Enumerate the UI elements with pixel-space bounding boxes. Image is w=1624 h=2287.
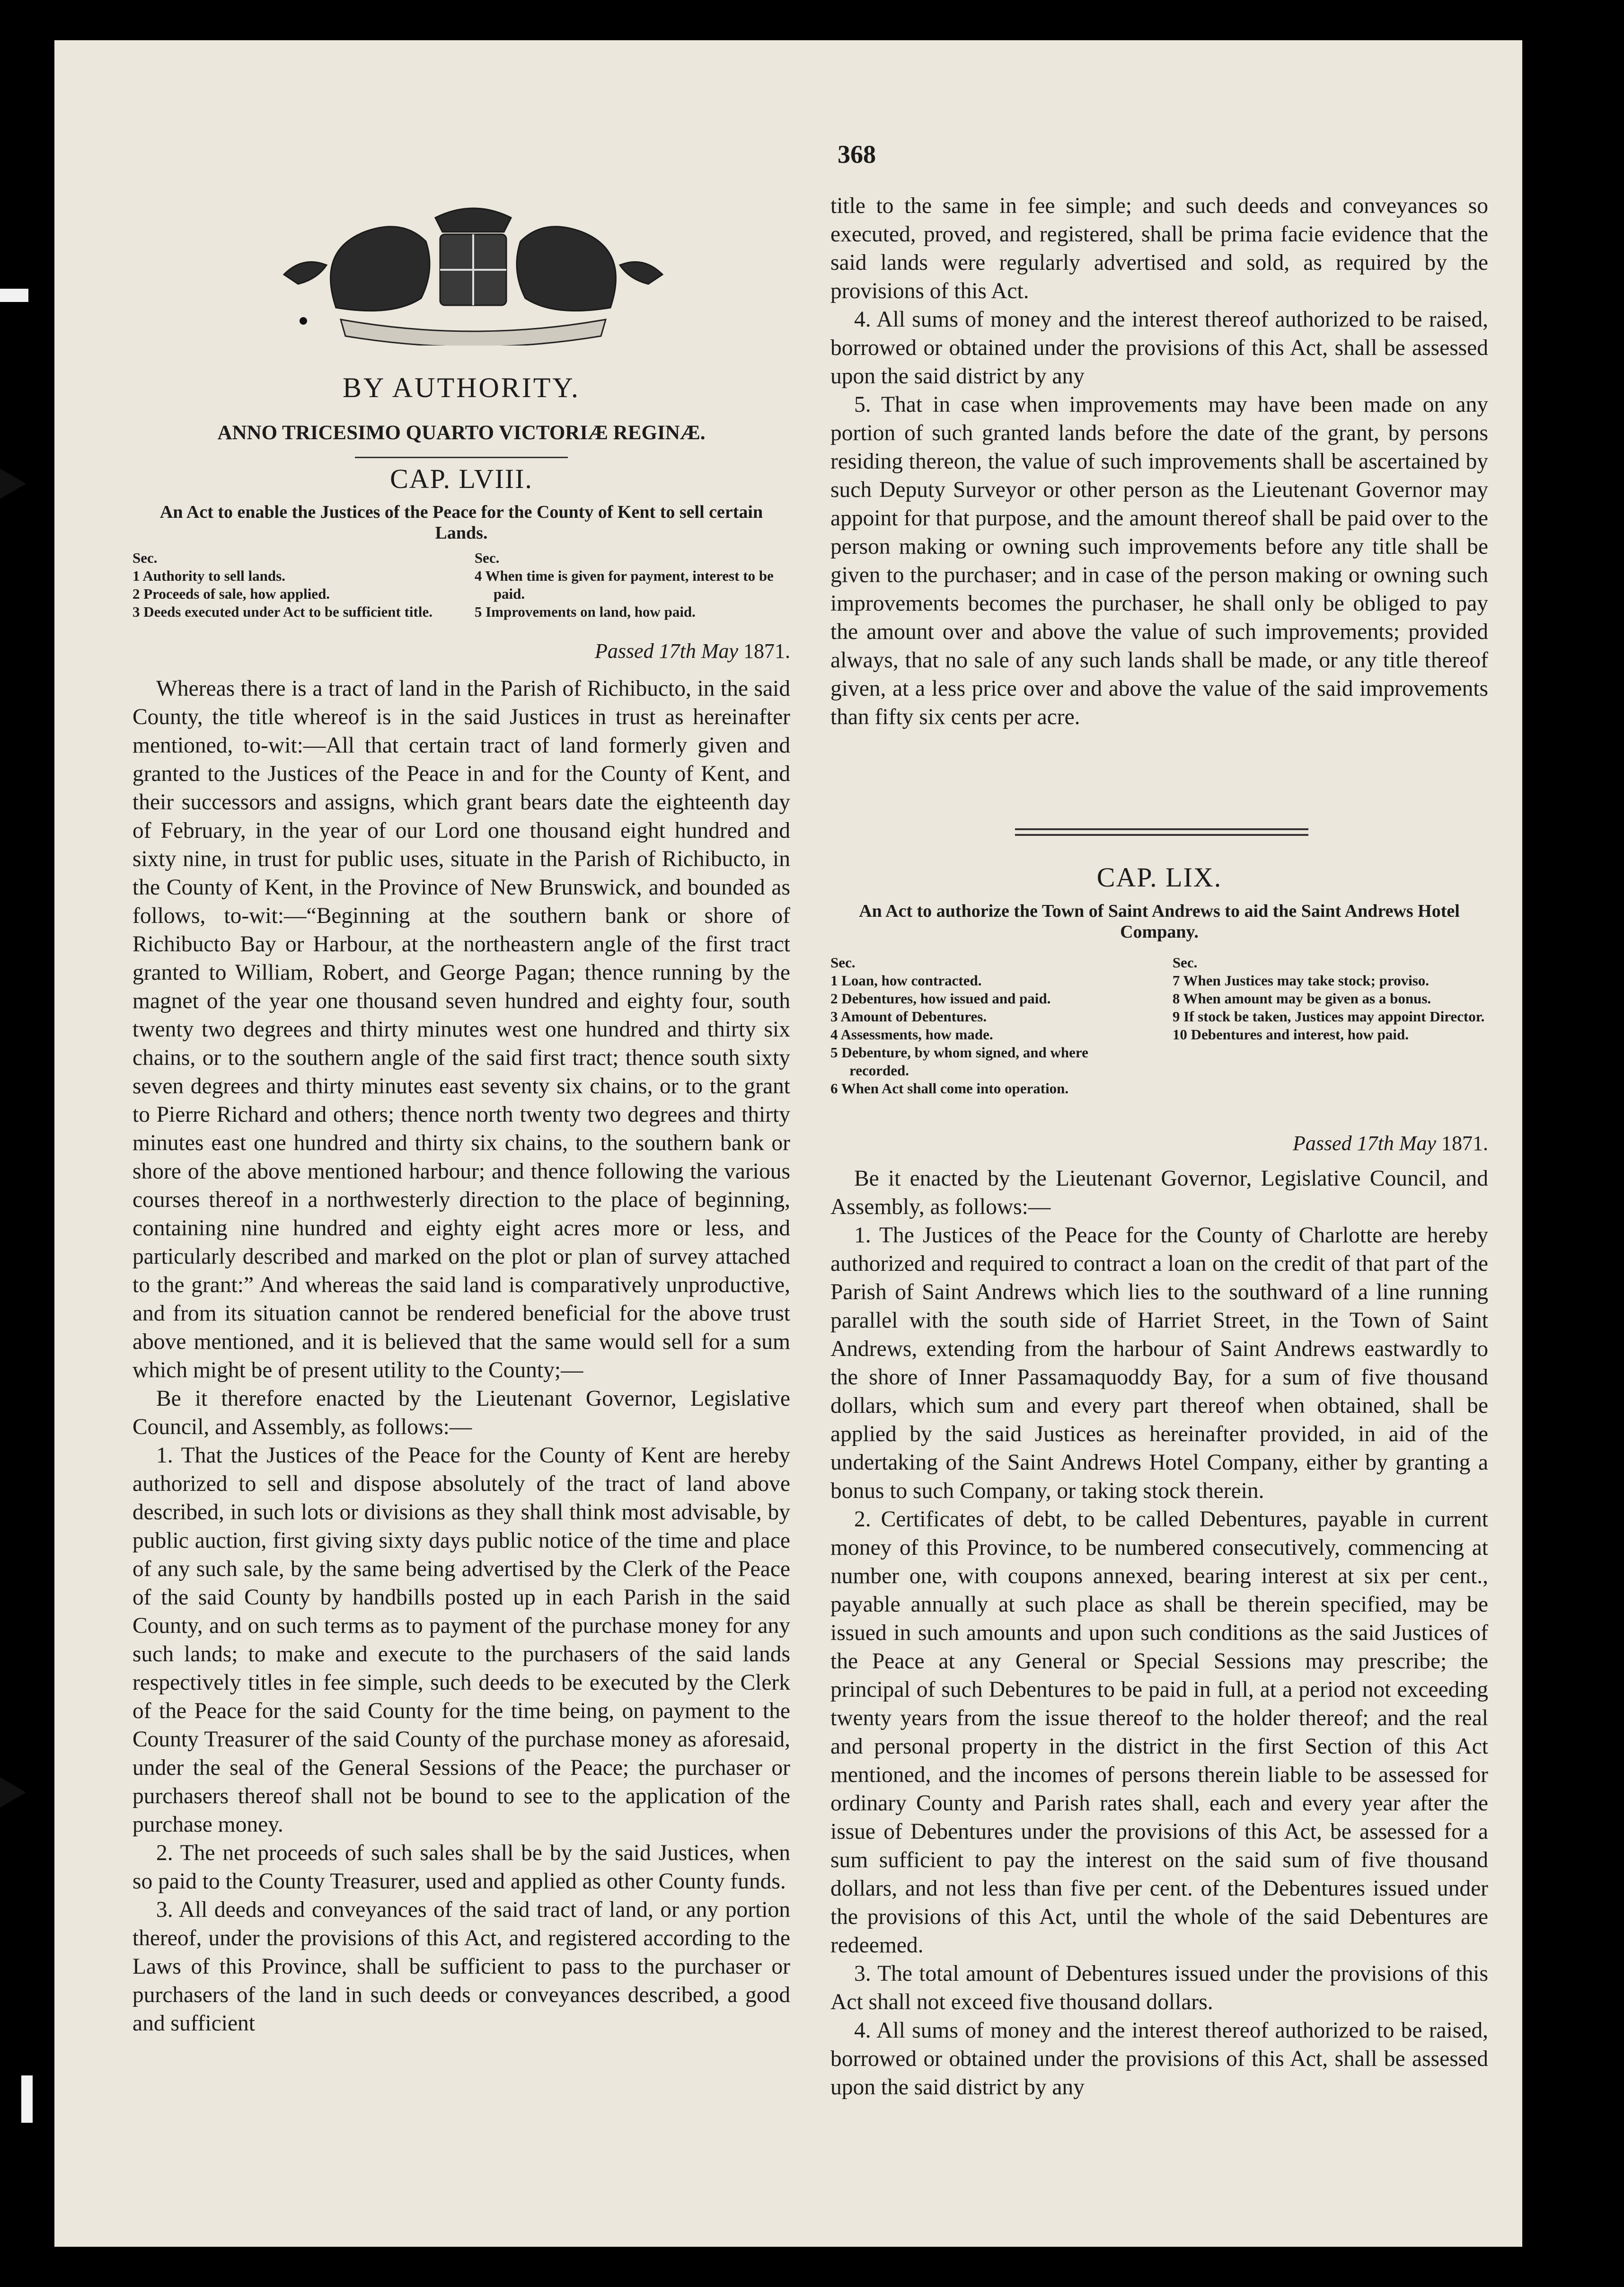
section-index-column	[830, 954, 1146, 1098]
chapter-heading: CAP. LIX.	[1096, 862, 1222, 893]
section-1-paragraph: 1. The Justices of the Peace for the County of Charlotte are hereby authorized and required to contract a loan on the credit of that part of the Parish of Saint Andrews which lies to the southward of a line running parallel with the south side of Harriet Street, in the Town of Saint Andrews, extending from the harbour of Saint Andrews eastwardly to the shore of Inner Passamaquoddy Bay, for a sum of five thousand dollars, which sum and every part thereof when obtained, shall be applied by the said Justices as hereinafter provided, in aid of the undertaking of the Saint Andrews Hotel Company, either by granting a bonus to such Company, or taking stock therein.	[830, 1223, 1488, 1503]
section-entry: 5 Improvements on land, how paid.	[474, 603, 696, 620]
passed-date: Passed 17th May 1871.	[594, 639, 790, 663]
section-entry: 8 When amount may be given as a bonus.	[1172, 990, 1431, 1007]
preamble-paragraph: Whereas there is a tract of land in the Parish of Richibucto, in the said County, the title whereof is in the said Justices in trust as hereinafter mentioned, to-wit:—All that certain tract of land formerly given and granted to the Justices of the Peace in and for the County of Kent, and their successors and assigns, which grant bears date the eighteenth day of February, in the year of our Lord one thousand eight hundred and sixty nine, in trust for public uses, situate in the Parish of Richibucto, in the County of Kent, in the Province of New Brunswick, and bounded as follows, to-wit:—“Beginning at the southern bank or shore of Richibucto Bay or Harbour, at the northeastern angle of the first tract granted to William, Robert, and George Pagan; thence running by the magnet of the year one thousand seven hundred and eighty four, south twenty two degrees and thirty minutes west one hundred and thirty six chains, or to the southern angle of the said first tract; thence south sixty seven degrees and thirty minutes east seventy six chains, or to the grant to Pierre Richard and others; thence north twenty two degrees and thirty minutes east one hundred and thirty six chains, to the southern bank or shore of the above mentioned harbour; and thence following the various courses thereof in a northwesterly direction to the place of beginning, containing nine hundred and eighty eight acres more or less, and particularly described and marked on the plot or plan of survey attached to the grant:” And whereas the said land is comparatively unproductive, and from its situation cannot be rendered beneficial for the above trust above mentioned, and it is believed that the same would sell for a sum which might be of present utility to the County;—	[132, 676, 790, 1383]
section-2-paragraph: 2. Certificates of debt, to be called Debentures, payable in current money of this Province, to be numbered consecutively, commencing at number one, with coupons annexed, bearing interest at six per cent., payable annually at such place as shall be therein specified, may be issued in such amounts and upon such conditions as the said Justices of the Peace at any General or Special Sessions may prescribe; the principal of such Debentures to be paid in full, at a period not exceeding twenty years from the issue thereof to the holder thereof; and the real and personal property in the district in the first Section of this Act mentioned, and the incomes of persons therein liable to be assessed for ordinary County and Parish rates shall, each and every year after the issue of Debentures under the provisions of this Act, be assessed for a sum sufficient to pay the interest on the said sum of five thousand dollars, and not less than five per cent. of the Debentures issued under the provisions of this Act, until the whole of the said Debentures are redeemed.	[830, 1507, 1488, 1958]
section-entry: 7 When Justices may take stock; proviso.	[1172, 972, 1430, 989]
page-edge-tab-marker	[0, 1777, 26, 1808]
page-edge-tab-marker	[0, 469, 26, 499]
enacting-clause: Be it enacted by the Lieutenant Governor, Legislative Council, and Assembly, as follows:—	[830, 1166, 1488, 1219]
section-entry: 3 Amount of Debentures.	[830, 1008, 987, 1025]
section-entry: 5 Debenture, by whom signed, and where recorded.	[830, 1044, 1088, 1079]
section-3-paragraph: 3. The total amount of Debentures issued under the provisions of this Act shall not exceed five thousand dollars.	[830, 1961, 1488, 2014]
section-index-column	[475, 549, 790, 621]
chapter-heading: CAP. LVIII.	[390, 463, 533, 494]
sec-header: Sec.	[830, 954, 856, 971]
by-authority-heading: BY AUTHORITY.	[342, 372, 581, 403]
royal-coat-of-arms	[218, 204, 729, 346]
section-entry: 9 If stock be taken, Justices may appoint Director.	[1172, 1008, 1485, 1025]
section-entry: 6 When Act shall come into operation.	[830, 1080, 1069, 1097]
sec-header: Sec.	[474, 550, 500, 566]
regnal-year-heading: ANNO TRICESIMO QUARTO VICTORIÆ REGINÆ.	[217, 422, 706, 444]
act-title: An Act to enable the Justices of the Peace for the County of Kent to sell certain Lands.	[159, 502, 763, 543]
binding-edge-mark	[21, 2075, 33, 2123]
section-index-column	[1173, 954, 1488, 1098]
section-3-paragraph: 3. All deeds and conveyances of the said tract of land, or any portion thereof, under the provisions of this Act, and registered according to the Laws of this Province, shall be sufficient to pass to the purchaser or purchasers of the land in such deeds or conveyances described, a good and sufficient	[132, 1897, 790, 2036]
ink-dot	[300, 317, 307, 325]
enacting-clause: Be it therefore enacted by the Lieutenant Governor, Legislative Council, and Assembly, as follows:—	[132, 1386, 790, 1439]
separator-rule	[355, 457, 568, 458]
section-4-paragraph: 4. All sums of money and the interest thereof authorized to be raised, borrowed or obtained under the provisions of this Act, shall be assessed upon the said district by any	[830, 307, 1488, 389]
sec-header: Sec.	[1172, 954, 1198, 971]
page-number: 368	[838, 140, 876, 168]
right-body	[830, 1164, 1488, 2101]
section-entry: 4 When time is given for payment, interest to be paid.	[474, 567, 774, 602]
section-index	[830, 954, 1488, 1098]
section-entry: 1 Loan, how contracted.	[830, 972, 982, 989]
section-entry: 2 Debentures, how issued and paid.	[830, 990, 1051, 1007]
section-1-paragraph: 1. That the Justices of the Peace for the County of Kent are hereby authorized to sell and dispose absolutely of the tract of land above described, in such lots or divisions as they shall think most advisable, by public auction, first giving sixty days public notice of the time and place of any such sale, by the same being advertised by the Clerk of the Peace of the said County by handbills posted up in each Parish in the said County, and on such terms as to payment of the purchase money for any such lands; to make and execute to the purchasers of the said lands respectively titles in fee simple, such deeds to be executed by the Clerk of the Peace for the said County for the time being, on payment to the County Treasurer of the said County of the purchase money as aforesaid, under the seal of the General Sessions of the Peace; the purchaser or purchasers thereof shall not be bound to see to the application of the purchase money.	[132, 1443, 790, 1837]
left-body	[132, 674, 790, 2038]
section-2-paragraph: 2. The net proceeds of such sales shall be by the said Justices, when so paid to the County Treasurer, used and applied as other County funds.	[132, 1841, 790, 1894]
section-entry: 1 Authority to sell lands.	[132, 567, 285, 584]
section-entry: 4 Assessments, how made.	[830, 1026, 993, 1043]
section-3-continuation: title to the same in fee simple; and such deeds and conveyances so executed, proved, and registered, shall be prima facie evidence that the said lands were regularly advertised and sold, as required by the provisions of this Act.	[830, 194, 1488, 303]
section-entry: 3 Deeds executed under Act to be sufficient title.	[132, 603, 432, 620]
section-entry: 2 Proceeds of sale, how applied.	[132, 585, 330, 602]
act-title: An Act to authorize the Town of Saint Andrews to aid the Saint Andrews Hotel Company.	[859, 901, 1460, 942]
section-4-paragraph: 4. All sums of money and the interest thereof authorized to be raised, borrowed or obtained under the provisions of this Act, shall be assessed upon the said district by any	[830, 2018, 1488, 2100]
binding-edge-mark	[0, 289, 28, 302]
right-top-body	[830, 192, 1488, 731]
passed-date: Passed 17th May 1871.	[1292, 1132, 1488, 1155]
document-page	[54, 40, 1522, 2247]
section-index-column	[132, 549, 448, 621]
section-index	[132, 549, 790, 621]
section-entry: 10 Debentures and interest, how paid.	[1172, 1026, 1409, 1043]
double-rule-divider	[1015, 828, 1308, 836]
sec-header: Sec.	[132, 550, 158, 566]
section-5-paragraph: 5. That in case when improvements may have been made on any portion of such granted lands before the date of the grant, by persons residing thereon, the value of such improvements shall be ascertained by such Deputy Surveyor or other person as the Lieutenant Governor may appoint for that purpose, and the amount thereof shall be paid over to the person making or owning such improvements before any title shall be given to the purchaser; and in case of the person making or owning such improvements becomes the purchaser, he shall only be obliged to pay the amount over and above the value of such improvements; provided always, that no sale of any such lands shall be made, or any title thereof given, at a less price over and above the value of the said improvements than fifty six cents per acre.	[830, 392, 1488, 729]
